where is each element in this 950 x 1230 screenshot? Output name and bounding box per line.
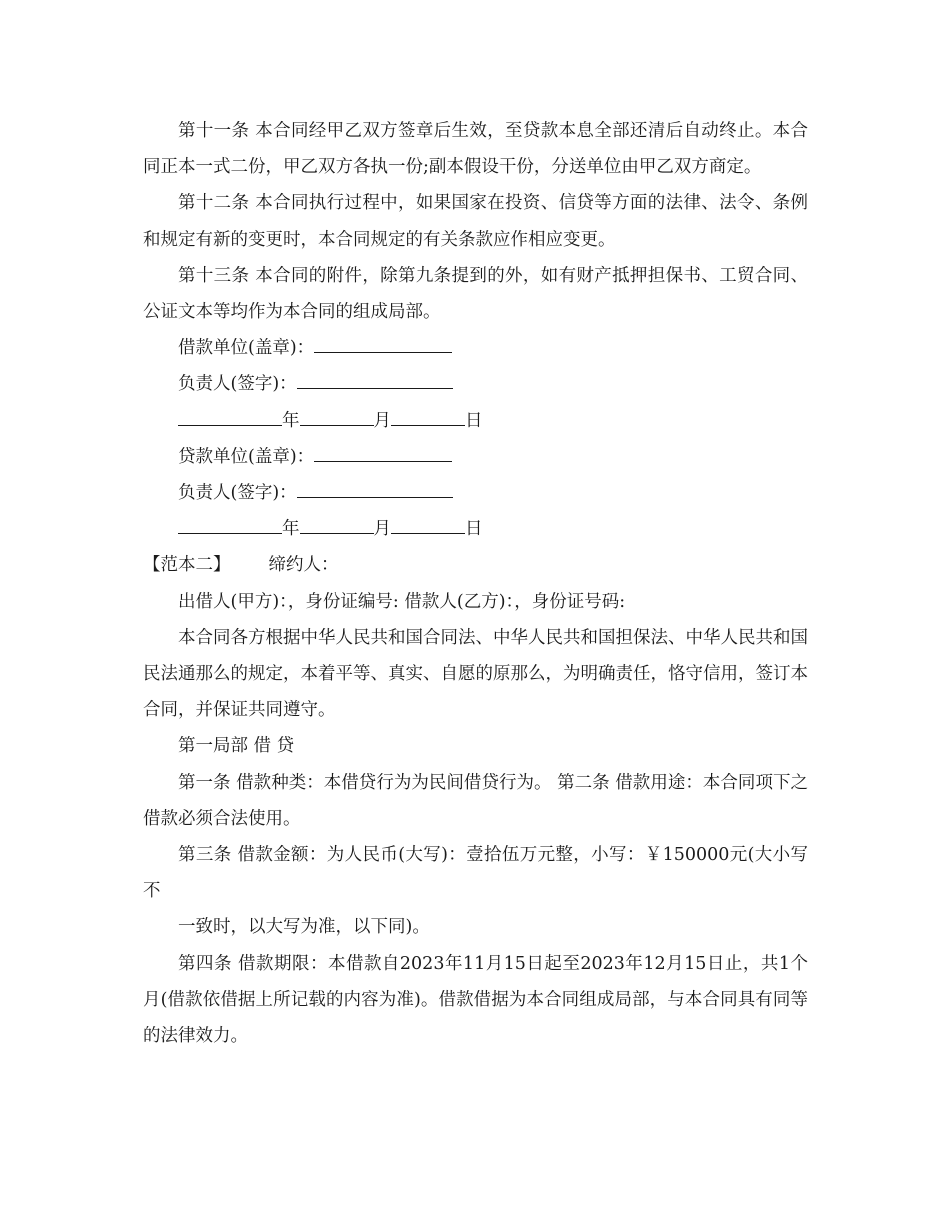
borrower-rep-line [143,366,808,402]
lender-unit-blank [314,439,452,462]
borrower-date-line [143,403,808,439]
clause-one-two: 第一条 借款种类：本借贷行为为民间借贷行为。 第二条 借款用途：本合同项下之借款必须合法使用。 [143,772,808,829]
parties-line: 出借人(甲方)：，身份证编号: 借款人(乙方)：，身份证号码: [178,591,626,612]
month-label: 月 [373,410,391,431]
clause-three-continued: 一致时，以大写为准，以下同)。 [178,917,430,938]
lender-rep-label: 负责人(签字)： [178,483,297,504]
borrower-unit-label: 借款单位(盖章)： [178,338,315,359]
preamble: 本合同各方根据中华人民共和国合同法、中华人民共和国担保法、中华人民共和国民法通那么的规定，本着平等、真实、自愿的原那么，为明确责任，恪守信用，签订本合同，并保证共同遵守。 [143,627,808,721]
lender-day-blank [391,511,465,534]
lender-date-line [143,511,808,547]
clause-thirteen: 第十三条 本合同的附件，除第九条提到的外，如有财产抵押担保书、工贸合同、公证文本等均作为本合同的组成局部。 [143,265,808,323]
sample-two-label: 【范本二】 [143,555,231,576]
month-label: 月 [373,519,391,540]
lender-rep-blank [297,475,453,498]
lender-unit-label: 贷款单位(盖章)： [178,446,315,467]
clause-twelve: 第十二条 本合同执行过程中，如果国家在投资、信贷等方面的法律、法令、条例和规定有新的变更时，本合同规定的有关条款应作相应变更。 [143,193,808,250]
clause-three: 第三条 借款金额：为人民币(大写)：壹拾伍万元整，小写：￥150000元(大小写不 [143,845,808,902]
clause-eleven: 第十一条 本合同经甲乙双方签章后生效，至贷款本息全部还清后自动终止。本合同正本一式二份，甲乙双方各执一份;副本假设干份，分送单位由甲乙双方商定。 [143,121,808,178]
borrower-unit-line [143,330,808,366]
clause-four: 第四条 借款期限：本借款自2023年11月15日起至2023年12月15日止，共1个月(借款依借据上所记载的内容为准)。借款借据为本合同组成局部，与本合同具有同等的法律效力。 [143,953,808,1047]
sample-two-heading [143,547,808,583]
lender-rep-line [143,475,808,511]
year-label: 年 [282,410,300,431]
day-label: 日 [465,410,483,431]
lender-unit-line [143,439,808,475]
borrower-day-blank [391,403,465,426]
borrower-rep-label: 负责人(签字)： [178,374,297,395]
day-label: 日 [465,519,483,540]
borrower-unit-blank [314,330,452,353]
lender-month-blank [300,511,374,534]
borrower-rep-blank [297,366,453,389]
year-label: 年 [282,519,300,540]
document-body [143,113,808,1054]
borrower-year-blank [178,403,282,426]
borrower-month-blank [300,403,374,426]
contractors-label: 缔约人： [268,555,339,576]
lender-year-blank [178,511,282,534]
section-one-heading: 第一局部 借 贷 [178,736,295,757]
